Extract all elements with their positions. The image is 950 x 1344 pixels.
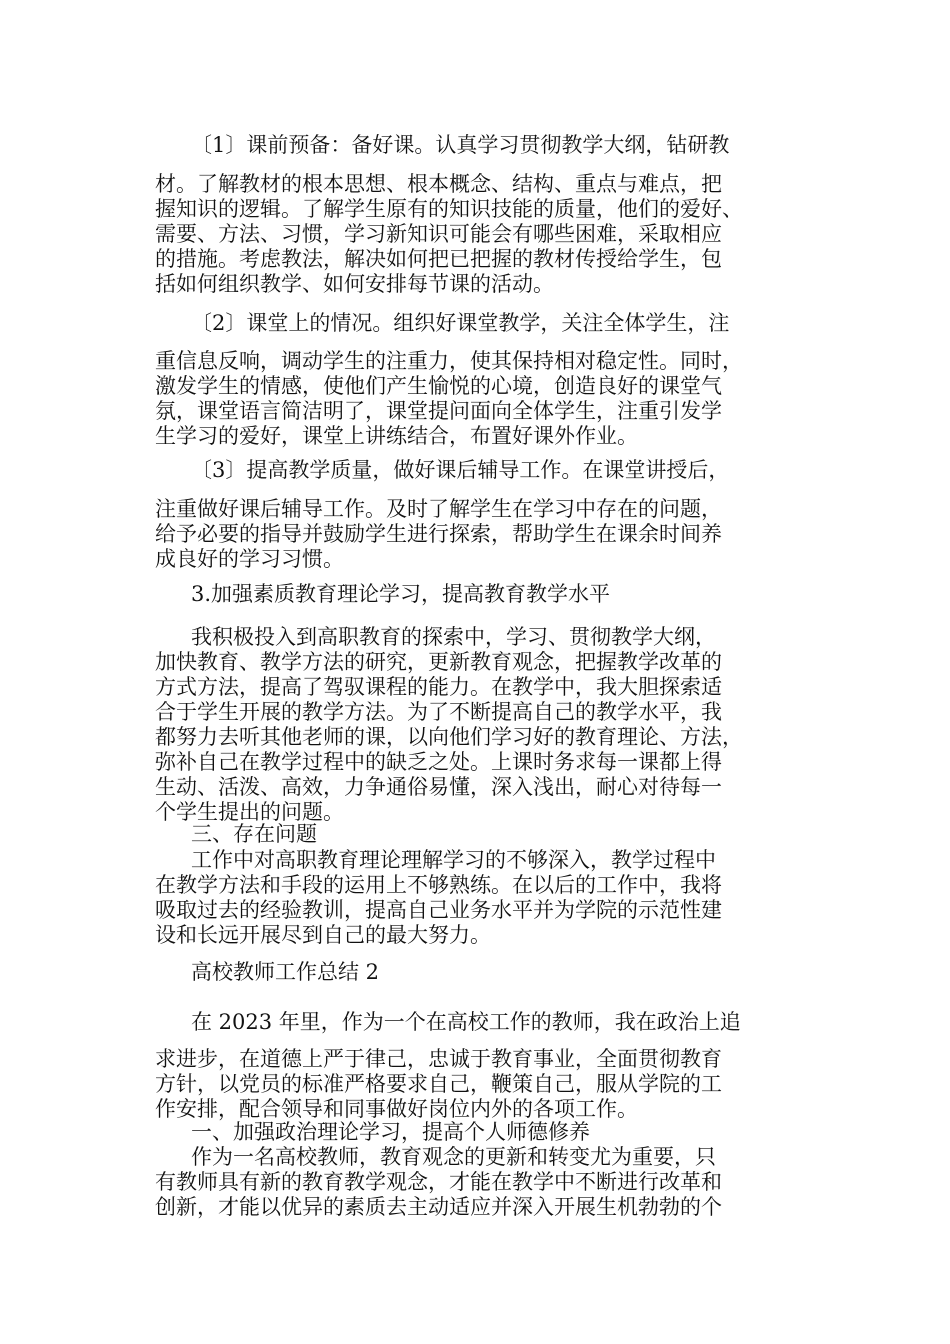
- paragraph-line: 注重做好课后辅导工作。及时了解学生在学习中存在的问题，: [155, 497, 722, 521]
- paragraph-4-body: [155, 625, 815, 825]
- paragraph-line: 弥补自己在教学过程中的缺乏之处。上课时务求每一课都上得: [155, 750, 722, 774]
- paragraph-3-body: [155, 497, 815, 572]
- paragraph-line: 我积极投入到高职教育的探索中，学习、贯彻教学大纲，: [191, 625, 716, 649]
- paragraph-line: 氛，课堂语言简洁明了，课堂提问面向全体学生，注重引发学: [155, 399, 722, 423]
- paragraph-line: 激发学生的情感，使他们产生愉悦的心境，创造良好的课堂气: [155, 374, 722, 398]
- paragraph-line: 有教师具有新的教育教学观念，才能在教学中不断进行改革和: [155, 1170, 722, 1194]
- paragraph-line: 材。了解教材的根本思想、根本概念、结构、重点与难点，把: [155, 172, 722, 196]
- paragraph-line: 个学生提出的问题。: [155, 800, 344, 824]
- paragraph-7-body: [155, 1145, 815, 1220]
- paragraph-line: 生动、活泼、高效，力争通俗易懂，深入浅出，耐心对待每一: [155, 775, 722, 799]
- paragraph-line: 的措施。考虑教法，解决如何把已把握的教材传授给学生，包: [155, 247, 722, 271]
- paragraph-2-lead: 〔2〕课堂上的情况。组织好课堂教学，关注全体学生，注: [191, 311, 730, 335]
- paragraph-1-lead: 〔1〕课前预备：备好课。认真学习贯彻教学大纲，钻研教: [191, 133, 730, 157]
- section-heading-politics: 一、加强政治理论学习，提高个人师德修养: [191, 1120, 590, 1144]
- paragraph-line: 求进步，在道德上严于律己，忠诚于教育事业，全面贯彻教育: [155, 1047, 722, 1071]
- paragraph-6-body: [155, 1047, 815, 1122]
- paragraph-line: 加快教育、教学方法的研究，更新教育观念，把握教学改革的: [155, 650, 722, 674]
- paragraph-line: 需要、方法、习惯，学习新知识可能会有哪些困难，采取相应: [155, 222, 722, 246]
- paragraph-line: 合于学生开展的教学方法。为了不断提高自己的教学水平，我: [155, 700, 722, 724]
- paragraph-line: 重信息反响，调动学生的注重力，使其保持相对稳定性。同时，: [155, 349, 743, 373]
- section-heading-3: 3.加强素质教育理论学习，提高教育教学水平: [191, 582, 611, 606]
- paragraph-line: 设和长远开展尽到自己的最大努力。: [155, 923, 491, 947]
- paragraph-2-body: [155, 349, 815, 449]
- paragraph-line: 生学习的爱好，课堂上讲练结合，布置好课外作业。: [155, 424, 638, 448]
- paragraph-line: 在教学方法和手段的运用上不够熟练。在以后的工作中，我将: [155, 873, 722, 897]
- paragraph-line: 括如何组织教学、如何安排每节课的活动。: [155, 272, 554, 296]
- paragraph-3-lead: 〔3〕提高教学质量，做好课后辅导工作。在课堂讲授后，: [191, 458, 730, 482]
- paragraph-line: 握知识的逻辑。了解学生原有的知识技能的质量，他们的爱好、: [155, 197, 743, 221]
- paragraph-1-body: [155, 172, 815, 297]
- paragraph-line: 吸取过去的经验教训，提高自己业务水平并为学院的示范性建: [155, 898, 722, 922]
- paragraph-line: 方式方法，提高了驾驭课程的能力。在教学中，我大胆探索适: [155, 675, 722, 699]
- paragraph-6-lead: 在 2023 年里，作为一个在高校工作的教师，我在政治上追: [191, 1010, 741, 1034]
- paragraph-line: 创新，才能以优异的素质去主动适应并深入开展生机勃勃的个: [155, 1195, 722, 1219]
- paragraph-line: 都努力去听其他老师的课，以向他们学习好的教育理论、方法，: [155, 725, 743, 749]
- paragraph-line: 成良好的学习习惯。: [155, 547, 344, 571]
- paragraph-line: 作安排，配合领导和同事做好岗位内外的各项工作。: [155, 1097, 638, 1121]
- paragraph-line: 给予必要的指导并鼓励学生进行探索，帮助学生在课余时间养: [155, 522, 722, 546]
- paragraph-line: 作为一名高校教师，教育观念的更新和转变尤为重要，只: [191, 1145, 716, 1169]
- paragraph-5-body: [155, 848, 815, 948]
- paragraph-line: 方针，以党员的标准严格要求自己，鞭策自己，服从学院的工: [155, 1072, 722, 1096]
- section-heading-problems: 三、存在问题: [191, 822, 317, 846]
- document-title-2: 高校教师工作总结 2: [191, 960, 380, 984]
- paragraph-line: 工作中对高职教育理论理解学习的不够深入，教学过程中: [191, 848, 716, 872]
